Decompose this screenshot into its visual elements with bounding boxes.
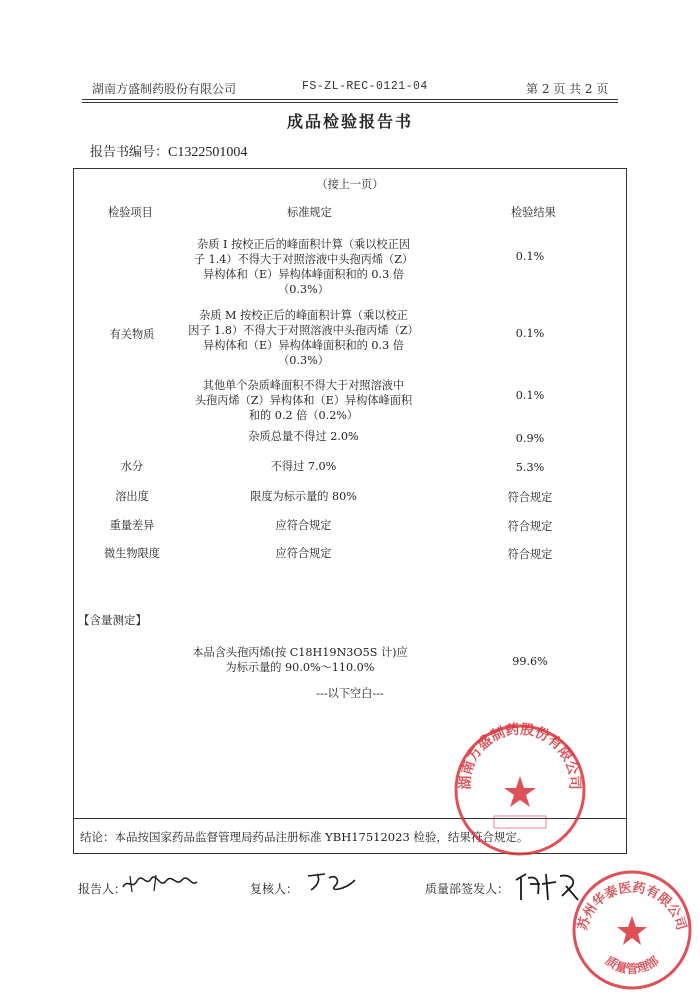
std-line: 异构体和（E）异构体峰面积和的 0.3 倍 [203,268,404,281]
conclusion: 结论：本品按国家药品监督管理局药品注册标准 YBH17512023 检验，结果符合规定。 [80,830,529,844]
std-line: （0.3%） [278,283,329,296]
result-impurity-i: 0.1% [515,250,545,263]
std-other-impurities [186,378,421,423]
result-water: 5.3% [515,461,545,474]
report-number [90,141,247,161]
item-water: 水分 [120,460,144,473]
result-total-impurities: 0.9% [515,432,545,445]
end-note: ---以下空白--- [316,687,384,700]
report-title: 成品检验报告书 [286,112,413,131]
qa-signer-label: 质量部签发人： [425,882,510,896]
std-impurity-i [186,237,421,297]
result-other-impurities: 0.1% [515,389,545,402]
svg-text:湖南方盛制药股份有限公司: 湖南方盛制药股份有限公司 [457,721,583,790]
item-weight-variation: 重量差异 [109,519,155,532]
reviewer-label: 复核人： [250,882,299,896]
std-dissolution: 限度为标示量的 80% [250,490,357,503]
header-rule-thin [82,102,618,103]
result-weight-variation: 符合规定 [507,520,553,533]
conclusion-divider [73,818,627,819]
std-line: 头孢丙烯（Z）异构体和（E）异构体峰面积 [194,394,413,407]
result-impurity-m: 0.1% [515,327,545,340]
column-header-item: 检验项目 [108,206,153,219]
std-assay [170,645,430,675]
page-info: 第 2 页 共 2 页 [526,82,609,96]
std-assay-line2: 为标示量的 90.0%～110.0% [225,661,375,674]
std-line: 杂质 I 按校正后的峰面积计算（乘以校正因 [197,238,410,251]
qa-department-seal [570,868,694,992]
header-rule [82,99,618,100]
assay-section-label: 【含量测定】 [78,613,147,627]
result-assay: 99.6% [512,655,548,668]
item-related-substances: 有关物质 [109,328,155,341]
reporter-label: 报告人： [78,882,127,896]
item-dissolution: 溶出度 [115,490,149,503]
item-microbial-limit: 微生物限度 [104,547,160,560]
std-weight-variation: 应符合规定 [275,519,332,532]
qa-signature [512,866,582,906]
std-line: 因子 1.8）不得大于对照溶液中头孢丙烯（Z） [188,324,419,337]
std-water: 不得过 7.0% [270,460,337,473]
std-line: （0.3%） [278,354,329,367]
column-header-result: 检验结果 [511,206,556,219]
reporter-signature [120,870,200,896]
std-impurity-m [186,308,421,368]
std-microbial-limit: 应符合规定 [275,547,332,560]
std-total-impurities: 杂质总量不得过 2.0% [248,430,359,443]
reviewer-signature [305,868,360,896]
document-code: FS-ZL-REC-0121-04 [302,80,428,93]
report-number-label: 报告书编号： [90,145,169,160]
std-line: 其他单个杂质峰面积不得大于对照溶液中 [202,379,405,392]
result-microbial-limit: 符合规定 [507,548,553,561]
std-line: 异构体和（E）异构体峰面积和的 0.3 倍 [203,339,404,352]
result-dissolution: 符合规定 [507,491,553,504]
svg-text:苏州华泰医药有限公司: 苏州华泰医药有限公司 [575,880,689,933]
continued-note: （接上一页） [316,178,384,191]
std-line: 子 1.4）不得大于对照溶液中头孢丙烯（Z） [193,253,414,266]
std-line: 和的 0.2 倍（0.2%） [248,409,359,422]
svg-text:质量管理部: 质量管理部 [602,953,662,976]
column-header-standard: 标准规定 [287,206,332,219]
std-assay-line1: 本品含头孢丙烯(按 C18H19N3O5S 计)应 [192,646,408,659]
report-number-value: C1322501004 [168,145,248,160]
std-line: 杂质 M 按校正后的峰面积计算（乘以校正 [199,309,408,322]
company-name: 湖南方盛制药股份有限公司 [92,82,237,96]
